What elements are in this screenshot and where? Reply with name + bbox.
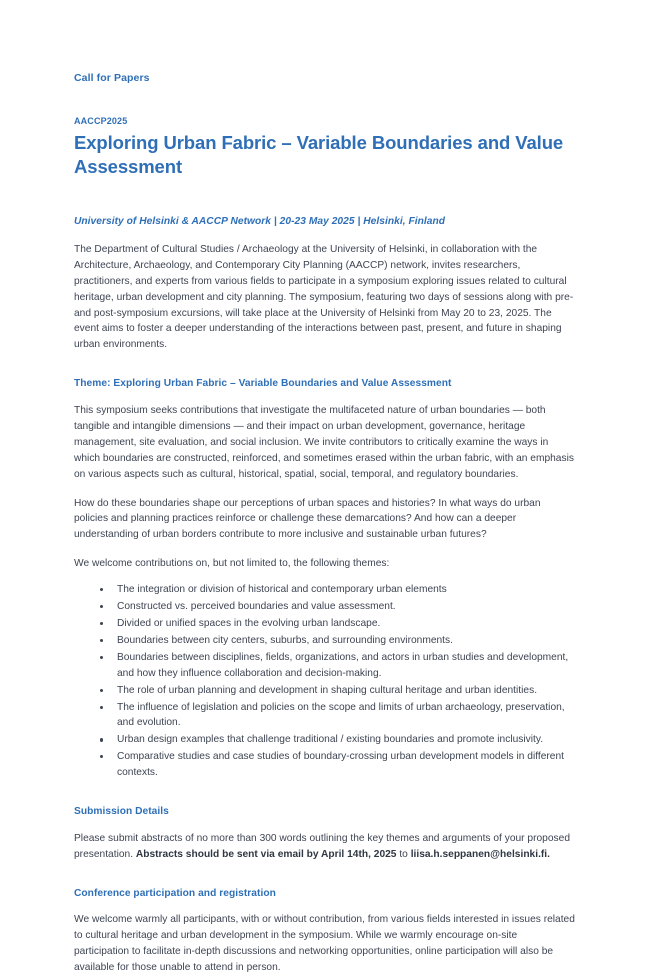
list-item: Urban design examples that challenge traditional / existing boundaries and promote inclusivity. (74, 732, 575, 748)
submission-text-after: . (547, 848, 550, 860)
submission-deadline-bold: Abstracts should be sent via email by April 14th, 2025 (135, 848, 397, 860)
event-venue-date-subtitle: University of Helsinki & AACCP Network | 20-23 May 2025 | Helsinki, Finland (74, 215, 446, 227)
document-body (74, 72, 575, 976)
participation-heading: Conference participation and registration (74, 887, 276, 899)
submission-details-heading: Submission Details (74, 806, 169, 818)
intro-paragraph: The Department of Cultural Studies / Archaeology at the University of Helsinki, in collaboration with the Architecture, Archaeology, and Contemporary City Planning (AACCP) network, invites researchers, practitioners, and experts from various fields to participate in a symposium exploring issues related to cultural heritage, urban development and city planning. The symposium, featuring two days of sessions along with pre- and post-symposium excursions, will take place at the University of Helsinki from May 20 to 23, 2025. The event aims to foster a deeper understanding of the interactions between past, present, and future in shaping urban environments. (74, 243, 574, 351)
conference-code-eyebrow: AACCP2025 (74, 115, 128, 126)
call-for-papers-kicker: Call for Papers (74, 72, 150, 84)
submission-paragraph (74, 831, 575, 863)
themes-list (74, 582, 575, 781)
themes-lead-in: We welcome contributions on, but not limited to, the following themes: (74, 558, 390, 570)
theme-section-heading: Theme: Exploring Urban Fabric – Variable Boundaries and Value Assessment (74, 378, 452, 390)
theme-paragraph-2: How do these boundaries shape our perceptions of urban spaces and histories? In what ways do urban policies and planning practices reinforce or challenge these demarcations? And how can a deeper understanding of urban borders contribute to more inclusive and sustainable urban futures? (74, 497, 541, 541)
submission-email-address[interactable]: liisa.h.seppanen@helsinki.fi (410, 848, 548, 860)
list-item: The influence of legislation and policies on the scope and limits of urban archaeology, preservation, and evolution. (74, 700, 575, 732)
list-item: Boundaries between disciplines, fields, organizations, and actors in urban studies and development, and how they influence collaboration and decision-making. (74, 650, 575, 682)
submission-text-middle: to (396, 848, 411, 860)
list-item: The role of urban planning and development in shaping cultural heritage and urban identities. (74, 683, 575, 699)
list-item: Constructed vs. perceived boundaries and value assessment. (74, 599, 575, 615)
list-item: Boundaries between city centers, suburbs, and surrounding environments. (74, 633, 575, 649)
list-item: Comparative studies and case studies of boundary-crossing urban development models in different contexts. (74, 749, 575, 781)
participation-paragraph: We welcome warmly all participants, with or without contribution, from various fields interested in issues related to cultural heritage and urban development in the symposium. While we warmly encourage on-site participation to facilitate in-depth discussions and networking opportunities, online participation will also be available for those unable to attend in person. (74, 914, 575, 974)
list-item: The integration or division of historical and contemporary urban elements (74, 582, 575, 598)
theme-paragraph-1: This symposium seeks contributions that investigate the multifaceted nature of urban boundaries — both tangible and intangible dimensions — and their impact on urban development, governance, heritage management, site evaluation, and social inclusion. We invite contributors to critically examine the ways in which boundaries are constructed, reinforced, and sometimes erased within the urban fabric, with an emphasis on various aspects such as cultural, historical, spatial, social, temporal, and regulatory boundaries. (74, 405, 574, 480)
page-title: Exploring Urban Fabric – Variable Boundaries and Value Assessment (74, 132, 564, 177)
list-item: Divided or unified spaces in the evolving urban landscape. (74, 616, 575, 632)
submission-text-before: Please submit abstracts of no more than 300 words outlining the key themes and arguments of your proposed presentation. (74, 832, 570, 860)
